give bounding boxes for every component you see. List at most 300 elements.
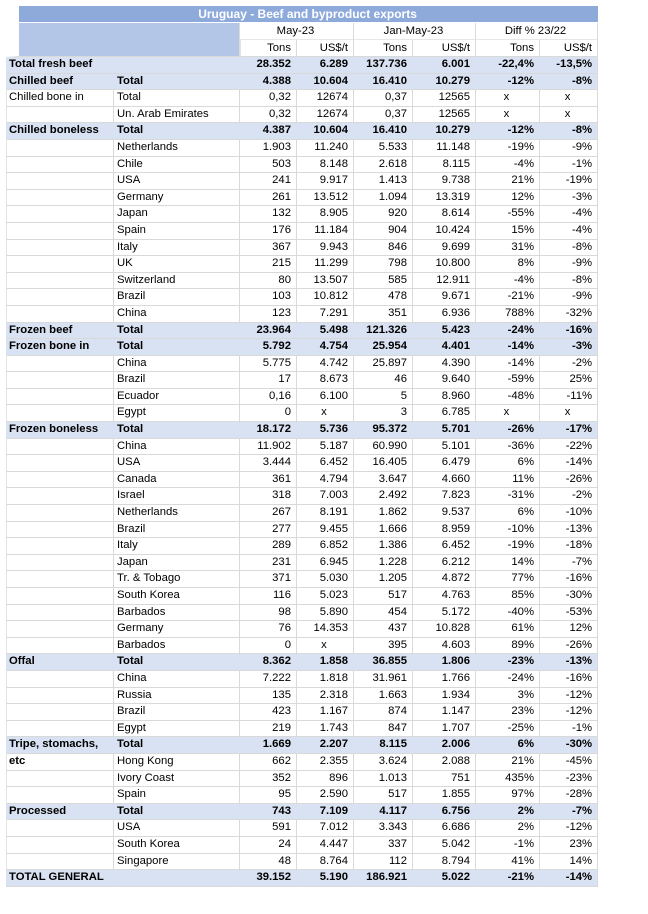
value-cell: 23.964 [240,323,297,340]
value-cell: 3 [354,405,413,422]
value-cell: 77% [476,571,540,588]
country-cell: Singapore [114,854,240,871]
value-cell: -12% [476,74,540,91]
value-cell: 2.088 [413,754,476,771]
value-cell: 10.279 [413,123,476,140]
value-cell: 517 [354,787,413,804]
table-row [6,804,598,821]
value-cell: 18.172 [240,422,297,439]
value-cell: -9% [540,256,598,273]
country-cell: South Korea [114,837,240,854]
value-cell: 103 [240,289,297,306]
table-row [6,405,598,422]
table-row [6,854,598,871]
country-cell: Italy [114,538,240,555]
value-cell: -10% [476,522,540,539]
value-cell: 7.291 [297,306,354,323]
category-cell [6,837,114,854]
table-row [6,422,598,439]
value-cell: 798 [354,256,413,273]
value-cell: 0,37 [354,107,413,124]
category-cell: etc [6,754,114,771]
value-cell: 261 [240,190,297,207]
value-cell: 4.387 [240,123,297,140]
value-cell: 132 [240,206,297,223]
value-cell: 517 [354,588,413,605]
value-cell: -9% [540,289,598,306]
value-cell: -23% [476,654,540,671]
value-cell: 1.934 [413,688,476,705]
category-cell [6,820,114,837]
category-cell [6,721,114,738]
value-cell: x [540,405,598,422]
value-cell: -12% [476,123,540,140]
value-cell: 123 [240,306,297,323]
value-cell: 6.756 [413,804,476,821]
value-cell: x [476,405,540,422]
category-cell [6,223,114,240]
country-cell: USA [114,173,240,190]
value-cell: 4.742 [297,356,354,373]
table-row [6,256,598,273]
country-cell: Brazil [114,289,240,306]
value-cell: 8.191 [297,505,354,522]
country-cell: China [114,356,240,373]
category-cell: Frozen boneless [6,422,114,439]
value-cell: 5.022 [413,870,476,887]
value-cell: 3.343 [354,820,413,837]
value-cell: 454 [354,605,413,622]
value-cell: -4% [476,157,540,174]
value-cell: 5.775 [240,356,297,373]
value-cell: 9.671 [413,289,476,306]
value-cell: 1.743 [297,721,354,738]
value-cell: 31.961 [354,671,413,688]
value-cell: 61% [476,621,540,638]
category-cell [6,505,114,522]
value-cell: x [540,90,598,107]
country-cell [114,870,240,887]
table-row [6,555,598,572]
table-row [6,306,598,323]
value-cell: -19% [540,173,598,190]
value-cell: 8.959 [413,522,476,539]
table-row [6,206,598,223]
value-cell: 437 [354,621,413,638]
value-cell: 12565 [413,107,476,124]
value-cell: 2.590 [297,787,354,804]
category-cell: Chilled bone in [6,90,114,107]
value-cell: 14.353 [297,621,354,638]
value-cell: 17 [240,372,297,389]
value-cell: 186.921 [354,870,413,887]
value-cell: 662 [240,754,297,771]
category-cell [6,439,114,456]
value-cell: 11.184 [297,223,354,240]
value-cell: -4% [540,223,598,240]
col-header-may-tons: Tons [240,40,297,57]
value-cell: 0,16 [240,389,297,406]
value-cell: 4.794 [297,472,354,489]
country-cell: Japan [114,555,240,572]
value-cell: -31% [476,488,540,505]
value-cell: 12674 [297,107,354,124]
country-cell: Netherlands [114,140,240,157]
country-cell: Barbados [114,638,240,655]
value-cell: 8.362 [240,654,297,671]
country-cell: Russia [114,688,240,705]
value-cell: 12674 [297,90,354,107]
value-cell: 1.818 [297,671,354,688]
value-cell: 8.148 [297,157,354,174]
value-cell: -48% [476,389,540,406]
value-cell: 4.754 [297,339,354,356]
value-cell: 6% [476,505,540,522]
category-cell [6,157,114,174]
category-cell [6,621,114,638]
table-row [6,57,598,74]
value-cell: 1.663 [354,688,413,705]
value-cell: 21% [476,173,540,190]
value-cell: -21% [476,870,540,887]
value-cell: 478 [354,289,413,306]
country-cell: China [114,671,240,688]
value-cell: 435% [476,771,540,788]
value-cell: 7.003 [297,488,354,505]
value-cell: 4.401 [413,339,476,356]
table-row [6,771,598,788]
value-cell: -32% [540,306,598,323]
value-cell: 423 [240,704,297,721]
value-cell: -16% [540,671,598,688]
table-row [6,140,598,157]
value-cell: -8% [540,74,598,91]
category-cell: TOTAL GENERAL [6,870,114,887]
value-cell: 6% [476,455,540,472]
value-cell: 5.890 [297,605,354,622]
value-cell: 1.666 [354,522,413,539]
table-row [6,74,598,91]
value-cell: 1.386 [354,538,413,555]
value-cell: -1% [540,157,598,174]
value-cell: 503 [240,157,297,174]
category-cell [6,273,114,290]
value-cell: 76 [240,621,297,638]
value-cell: -14% [476,356,540,373]
country-cell: Canada [114,472,240,489]
category-cell [6,854,114,871]
table-row [6,721,598,738]
value-cell: 1.766 [413,671,476,688]
value-cell: 874 [354,704,413,721]
country-cell: Total [114,804,240,821]
col-header-may-usd: US$/t [297,40,354,57]
table-row [6,787,598,804]
country-cell: South Korea [114,588,240,605]
value-cell: 395 [354,638,413,655]
value-cell: 1.669 [240,737,297,754]
value-cell: 137.736 [354,57,413,74]
value-cell: 8.905 [297,206,354,223]
category-cell [6,522,114,539]
table-row [6,754,598,771]
category-cell [6,372,114,389]
value-cell: -10% [540,505,598,522]
value-cell: 6.936 [413,306,476,323]
table-row [6,240,598,257]
value-cell: -12% [540,704,598,721]
category-cell [6,555,114,572]
value-cell: 12% [476,190,540,207]
value-cell: 5.190 [297,870,354,887]
table-row [6,173,598,190]
value-cell: 289 [240,538,297,555]
category-cell [6,306,114,323]
table-row [6,289,598,306]
table-row [6,439,598,456]
value-cell: 10.279 [413,74,476,91]
country-cell: Netherlands [114,505,240,522]
country-cell: Brazil [114,522,240,539]
value-cell: -3% [540,190,598,207]
category-cell [6,190,114,207]
country-cell: Total [114,90,240,107]
value-cell: 97% [476,787,540,804]
value-cell: 85% [476,588,540,605]
value-cell: -26% [540,472,598,489]
value-cell: 6.452 [413,538,476,555]
table-row [6,157,598,174]
value-cell: 116 [240,588,297,605]
value-cell: 9.537 [413,505,476,522]
table-row [6,870,598,887]
value-cell: 176 [240,223,297,240]
value-cell: 3.444 [240,455,297,472]
value-cell: 0 [240,405,297,422]
value-cell: 14% [476,555,540,572]
category-cell [6,671,114,688]
value-cell: -22% [540,439,598,456]
value-cell: 14% [540,854,598,871]
value-cell: 5.030 [297,571,354,588]
category-cell: Offal [6,654,114,671]
value-cell: 4.390 [413,356,476,373]
category-cell [6,588,114,605]
category-cell [6,638,114,655]
value-cell: x [297,405,354,422]
value-cell: 28.352 [240,57,297,74]
category-cell [6,488,114,505]
country-cell: Ecuador [114,389,240,406]
category-cell [6,173,114,190]
value-cell: 4.388 [240,74,297,91]
value-cell: 0,32 [240,90,297,107]
value-cell: 1.806 [413,654,476,671]
value-cell: 10.828 [413,621,476,638]
value-cell: -7% [540,804,598,821]
category-cell [6,107,114,124]
country-cell: China [114,306,240,323]
category-cell: Chilled boneless [6,123,114,140]
category-cell [6,256,114,273]
value-cell: -18% [540,538,598,555]
value-cell: -14% [540,455,598,472]
value-cell: -21% [476,289,540,306]
category-cell [6,289,114,306]
value-cell: 1.413 [354,173,413,190]
country-cell: Total [114,339,240,356]
country-cell: Germany [114,621,240,638]
table-row [6,455,598,472]
value-cell: 48 [240,854,297,871]
value-cell: 12565 [413,90,476,107]
country-cell: Tr. & Tobago [114,571,240,588]
value-cell: 13.319 [413,190,476,207]
value-cell: 5 [354,389,413,406]
value-cell: 4.603 [413,638,476,655]
value-cell: 11.299 [297,256,354,273]
value-cell: 0,37 [354,90,413,107]
value-cell: 31% [476,240,540,257]
value-cell: x [476,90,540,107]
table-row [6,107,598,124]
col-header-janmay-usd: US$/t [413,40,476,57]
value-cell: 5.736 [297,422,354,439]
value-cell: -23% [540,771,598,788]
value-cell: 318 [240,488,297,505]
table-row [6,472,598,489]
value-cell: 4.763 [413,588,476,605]
value-cell: 277 [240,522,297,539]
value-cell: x [476,107,540,124]
value-cell: 16.410 [354,74,413,91]
exports-table [6,6,598,887]
value-cell: -28% [540,787,598,804]
value-cell: 8.673 [297,372,354,389]
title-row [6,6,598,23]
value-cell: 2.618 [354,157,413,174]
value-cell: -4% [540,206,598,223]
value-cell: -30% [540,588,598,605]
value-cell: -9% [540,140,598,157]
value-cell: 5.023 [297,588,354,605]
category-cell [6,389,114,406]
value-cell: 3.647 [354,472,413,489]
value-cell: -14% [540,870,598,887]
table-row [6,571,598,588]
value-cell: 6.852 [297,538,354,555]
country-cell: Brazil [114,704,240,721]
table-row [6,654,598,671]
value-cell: 46 [354,372,413,389]
country-cell: Ivory Coast [114,771,240,788]
value-cell: -7% [540,555,598,572]
table-row [6,820,598,837]
value-cell: 112 [354,854,413,871]
value-cell: 11.240 [297,140,354,157]
category-cell [6,771,114,788]
value-cell: -45% [540,754,598,771]
value-cell: 896 [297,771,354,788]
value-cell: 8.960 [413,389,476,406]
value-cell: 5.101 [413,439,476,456]
value-cell: x [297,638,354,655]
country-cell: Spain [114,787,240,804]
value-cell: 4.117 [354,804,413,821]
country-cell: USA [114,455,240,472]
value-cell: -4% [476,273,540,290]
value-cell: 6.785 [413,405,476,422]
value-cell: 920 [354,206,413,223]
value-cell: 16.410 [354,123,413,140]
value-cell: 23% [540,837,598,854]
value-cell: 8.115 [413,157,476,174]
value-cell: 904 [354,223,413,240]
value-cell: 215 [240,256,297,273]
value-cell: 9.943 [297,240,354,257]
country-cell: Chile [114,157,240,174]
table-row [6,190,598,207]
category-cell [6,538,114,555]
value-cell: 10.812 [297,289,354,306]
value-cell: 351 [354,306,413,323]
value-cell: -2% [540,488,598,505]
category-cell [6,206,114,223]
category-cell [6,356,114,373]
category-cell [6,571,114,588]
value-cell: 95.372 [354,422,413,439]
value-cell: 25.897 [354,356,413,373]
table-row [6,223,598,240]
value-cell: -11% [540,389,598,406]
country-cell: Switzerland [114,273,240,290]
category-cell [6,455,114,472]
value-cell: 6.479 [413,455,476,472]
value-cell: -19% [476,538,540,555]
country-cell: Italy [114,240,240,257]
value-cell: -13,5% [540,57,598,74]
category-cell [6,704,114,721]
table-row [6,90,598,107]
value-cell: 12% [540,621,598,638]
value-cell: 6% [476,737,540,754]
value-cell: 11% [476,472,540,489]
value-cell: x [540,107,598,124]
value-cell: 6.001 [413,57,476,74]
value-cell: 0 [240,638,297,655]
value-cell: 13.512 [297,190,354,207]
value-cell: 8.614 [413,206,476,223]
value-cell: 2.318 [297,688,354,705]
country-cell: Total [114,123,240,140]
value-cell: 585 [354,273,413,290]
value-cell: -12% [540,688,598,705]
value-cell: 3% [476,688,540,705]
value-cell: 8.794 [413,854,476,871]
value-cell: -24% [476,323,540,340]
value-cell: -24% [476,671,540,688]
table-title: Uruguay - Beef and byproduct exports [6,6,598,23]
value-cell: 11.148 [413,140,476,157]
value-cell: 7.012 [297,820,354,837]
value-cell: 7.222 [240,671,297,688]
value-cell: -55% [476,206,540,223]
header-left-block [6,23,240,57]
value-cell: -8% [540,123,598,140]
value-cell: 5.792 [240,339,297,356]
value-cell: 751 [413,771,476,788]
value-cell: 15% [476,223,540,240]
